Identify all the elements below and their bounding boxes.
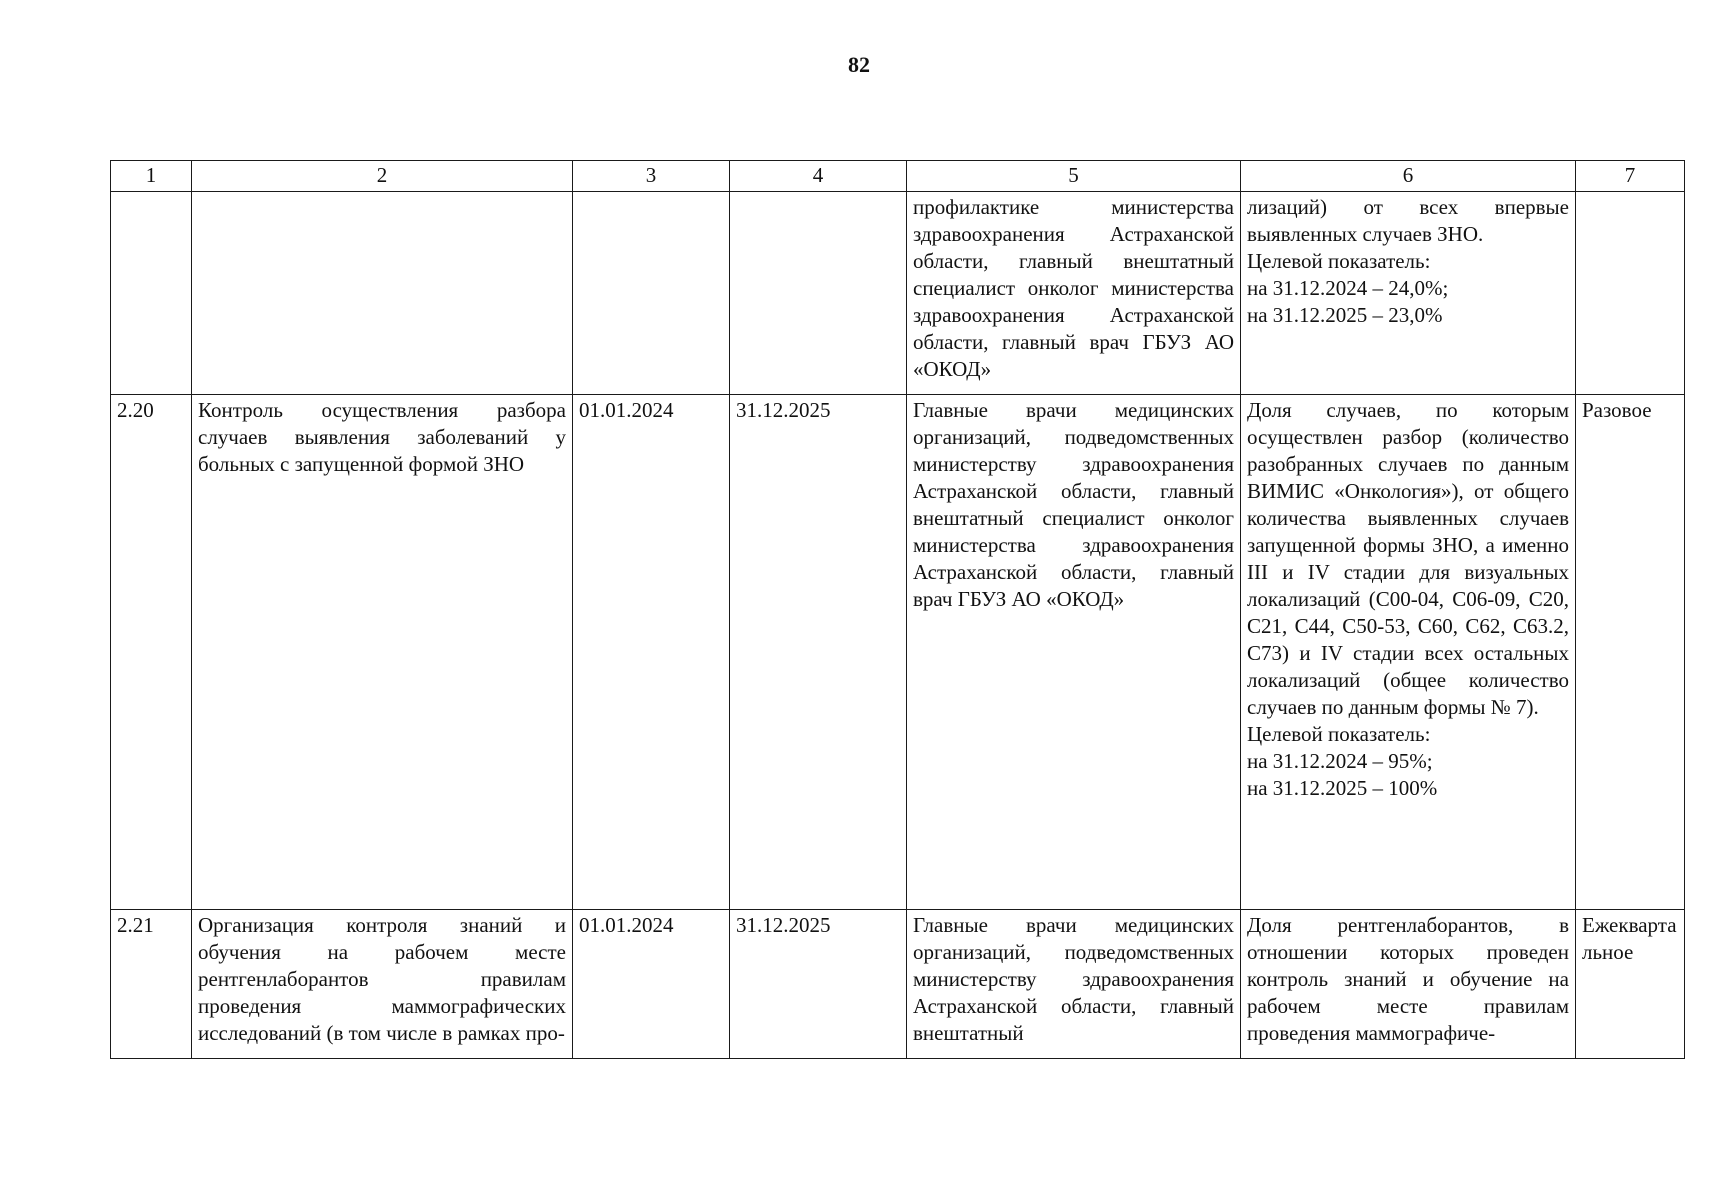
column-number: 3 — [573, 161, 730, 192]
target-2024: на 31.12.2024 – 24,0%; — [1247, 276, 1449, 300]
indicator-cell — [1241, 192, 1576, 395]
end-date-cell: 31.12.2025 — [730, 395, 907, 910]
table-row — [111, 910, 1685, 1059]
indicator-cell — [1241, 910, 1576, 1059]
responsible-cell: Главные врачи медицинских организаций, подведомственных министерству здравоохранения Астраханской области, главный внештатный — [907, 910, 1241, 1059]
table-row — [111, 192, 1685, 395]
column-number: 4 — [730, 161, 907, 192]
indicator-cell — [1241, 395, 1576, 910]
target-2025: на 31.12.2025 – 100% — [1247, 776, 1438, 800]
target-label: Целевой показатель: — [1247, 722, 1431, 746]
indicator-text: Доля случаев, по которым осуществлен разбор (количество разобранных случаев по данным ВИМИС «Онкология»), от общего количества выявленных случаев запущенной формы ЗНО, а именно III и IV стадии для визуальных локализаций (С00-04, С06-09, С20, С21, С44, С50-53, С60, С62, С63.2, С73) и IV стадии всех остальных локализаций (общее количество случаев по данным формы № 7). — [1247, 398, 1569, 719]
event-cell — [192, 192, 573, 395]
start-date-cell: 01.01.2024 — [573, 395, 730, 910]
target-2025: на 31.12.2025 – 23,0% — [1247, 303, 1443, 327]
column-number: 6 — [1241, 161, 1576, 192]
table-row — [111, 395, 1685, 910]
event-cell: Контроль осуществления разбора случаев выявления заболеваний у больных с запущенной формой ЗНО — [192, 395, 573, 910]
end-date-cell — [730, 192, 907, 395]
column-number: 2 — [192, 161, 573, 192]
column-number: 7 — [1576, 161, 1685, 192]
column-number: 1 — [111, 161, 192, 192]
row-number: 2.21 — [111, 910, 192, 1059]
event-cell: Организация контроля знаний и обучения на рабочем месте рентгенлаборантов правилам проведения маммографических исследований (в том числе в рамках про- — [192, 910, 573, 1059]
indicator-text: Доля рентгенлаборантов, в отношении которых проведен контроль знаний и обучение на рабочем месте правилам проведения маммографиче- — [1247, 913, 1569, 1045]
column-number: 5 — [907, 161, 1241, 192]
start-date-cell: 01.01.2024 — [573, 910, 730, 1059]
target-label: Целевой показатель: — [1247, 249, 1431, 273]
indicator-text: лизаций) от всех впервые выявленных случаев ЗНО. — [1247, 195, 1569, 246]
target-2024: на 31.12.2024 – 95%; — [1247, 749, 1433, 773]
column-number-row — [111, 161, 1685, 192]
page-number: 82 — [848, 52, 870, 77]
responsible-cell: Главные врачи медицинских организаций, подведомственных министерству здравоохранения Астраханской области, главный внештатный специалист онколог министерства здравоохранения Астраханской области, главный врач ГБУЗ АО «ОКОД» — [907, 395, 1241, 910]
period-cell — [1576, 192, 1685, 395]
row-number: 2.20 — [111, 395, 192, 910]
end-date-cell: 31.12.2025 — [730, 910, 907, 1059]
period-cell: Разовое — [1576, 395, 1685, 910]
period-cell: Ежеквартальное — [1576, 910, 1685, 1059]
responsible-cell: профилактике министерства здравоохранения Астраханской области, главный внештатный специалист онколог министерства здравоохранения Астраханской области, главный врач ГБУЗ АО «ОКОД» — [907, 192, 1241, 395]
row-number — [111, 192, 192, 395]
plan-table — [110, 160, 1685, 1059]
start-date-cell — [573, 192, 730, 395]
